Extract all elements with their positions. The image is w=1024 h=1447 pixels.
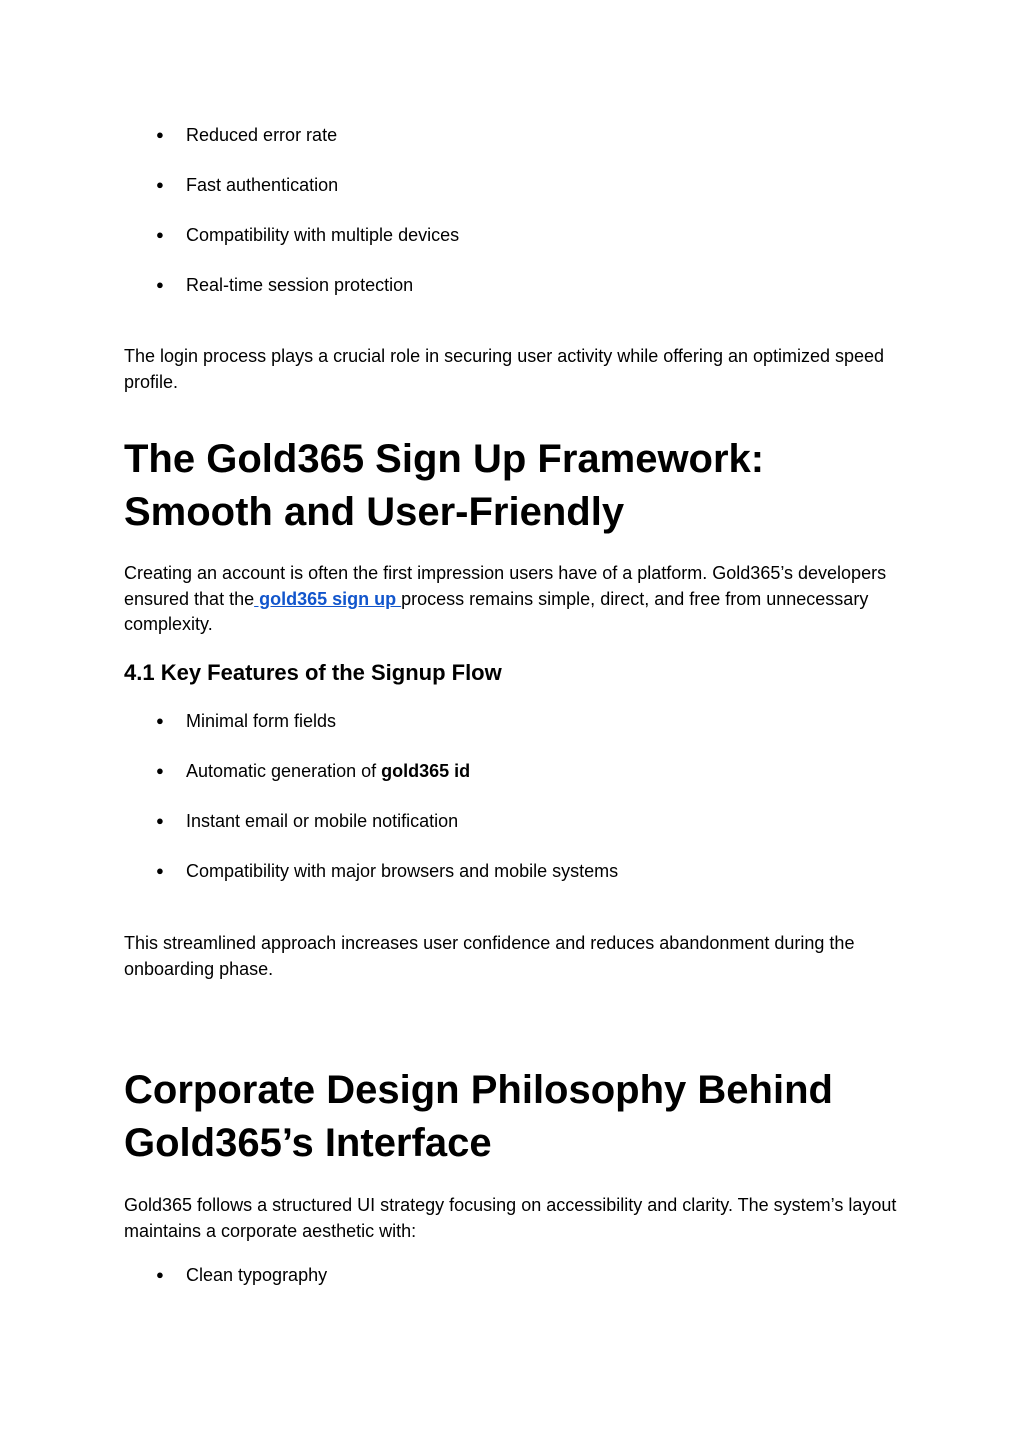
bullet-icon: ●: [156, 713, 164, 728]
list-item: ● Reduced error rate: [156, 125, 338, 145]
bullet-icon: ●: [156, 177, 164, 192]
gold365-sign-up-link[interactable]: gold365 sign up: [254, 588, 402, 609]
list-item: ● Minimal form fields: [156, 711, 337, 731]
list-item: ● Compatibility with multiple devices: [156, 225, 460, 245]
benefits-list: [124, 124, 904, 324]
bullet-icon: ●: [156, 277, 164, 292]
key-features-heading: 4.1 Key Features of the Signup Flow: [124, 660, 502, 685]
gold365-id-term: gold365 id: [381, 761, 471, 781]
list-item: ● Compatibility with major browsers and mobile systems: [156, 861, 619, 881]
list-item: ● Real-time session protection: [156, 275, 414, 295]
list-item: ● Fast authentication: [156, 175, 339, 195]
bullet-icon: ●: [156, 763, 164, 778]
signup-framework-heading: The Gold365 Sign Up Framework: Smooth and User-Friendly: [124, 437, 765, 534]
login-paragraph: The login process plays a crucial role in securing user activity while offering an optimized speed profile.: [124, 346, 885, 392]
bullet-icon: ●: [156, 227, 164, 242]
design-paragraph: Gold365 follows a structured UI strategy focusing on accessibility and clarity. The system’s layout maintains a corporate aesthetic with:: [124, 1195, 897, 1241]
streamlined-paragraph: This streamlined approach increases user confidence and reduces abandonment during the onboarding phase.: [124, 933, 855, 979]
list-item: ● Instant email or mobile notification: [156, 811, 459, 831]
signup-paragraph: Creating an account is often the first impression users have of a platform. Gold365’s developers ensured that the gold365 sign up process remains simple, direct, and free from unnecessary complexity.: [124, 563, 887, 634]
design-philosophy-heading: Corporate Design Philosophy Behind Gold365’s Interface: [124, 1068, 833, 1165]
bullet-icon: ●: [156, 127, 164, 142]
signup-features-list: [124, 710, 904, 910]
list-item: ● Clean typography: [156, 1265, 328, 1285]
bullet-icon: ●: [156, 813, 164, 828]
bullet-icon: ●: [156, 1267, 164, 1282]
bullet-icon: ●: [156, 863, 164, 878]
list-item: ● Automatic generation of gold365 id: [156, 761, 471, 781]
design-list: [124, 1264, 904, 1314]
